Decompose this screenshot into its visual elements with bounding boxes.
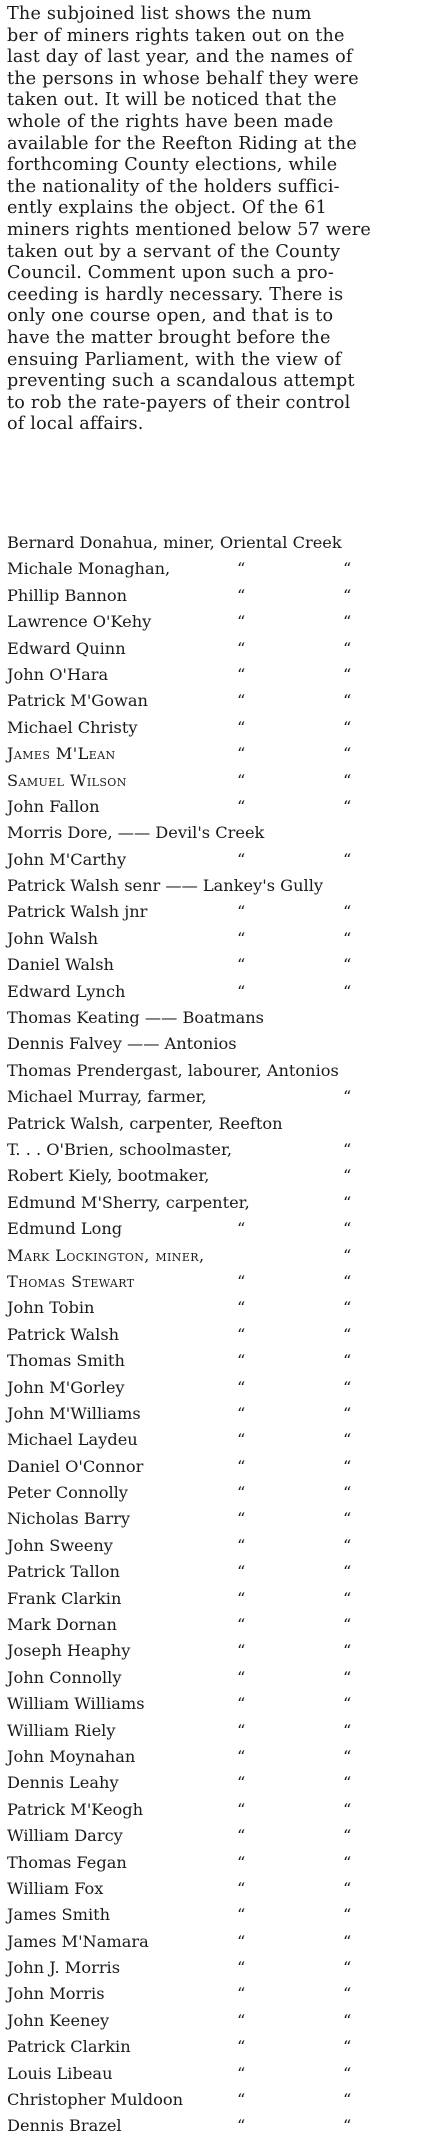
ditto-mark: “ bbox=[237, 1351, 246, 1371]
list-entry bbox=[7, 1850, 437, 1876]
ditto-mark: “ bbox=[237, 1271, 246, 1291]
miners-rights-list bbox=[7, 530, 437, 2140]
ditto-mark: “ bbox=[343, 1958, 352, 1978]
ditto-mark: “ bbox=[343, 2116, 352, 2136]
paragraph-line: have the matter brought before the bbox=[7, 327, 331, 348]
ditto-mark: “ bbox=[343, 1773, 352, 1793]
paragraph-line: forthcoming County elections, while bbox=[7, 155, 338, 176]
ditto-mark: “ bbox=[237, 559, 246, 579]
ditto-mark: “ bbox=[343, 1878, 352, 1898]
entry-name: Dennis Leahy bbox=[7, 1773, 119, 1793]
paragraph-line: ently explains the object. Of the 61 bbox=[7, 198, 328, 219]
entry-name: William Darcy bbox=[7, 1826, 123, 1846]
entry-name: Patrick Walsh senr —— Lankey's Gully bbox=[7, 876, 324, 896]
paragraph-line: only one course open, and that is to bbox=[7, 306, 334, 327]
entry-name: Dennis Brazel bbox=[7, 2116, 122, 2136]
ditto-mark: “ bbox=[343, 1430, 352, 1450]
list-entry bbox=[7, 1005, 437, 1031]
entry-name: Michael Christy bbox=[7, 717, 138, 737]
ditto-mark: “ bbox=[237, 981, 246, 1001]
ditto-mark: “ bbox=[343, 2063, 352, 2083]
list-entry bbox=[7, 1533, 437, 1559]
ditto-mark: “ bbox=[343, 1192, 352, 1212]
entry-name: Michael Murray, farmer, bbox=[7, 1087, 207, 1107]
paragraph-line: ceeding is hardly necessary. There is bbox=[7, 284, 344, 305]
entry-name: Edmund M'Sherry, carpenter, bbox=[7, 1192, 250, 1212]
paragraph-line: Council. Comment upon such a pro- bbox=[7, 263, 334, 284]
entry-name: John M'Williams bbox=[7, 1403, 141, 1423]
list-entry bbox=[7, 1401, 437, 1427]
ditto-mark: “ bbox=[343, 1720, 352, 1740]
ditto-mark: “ bbox=[343, 1852, 352, 1872]
list-entry bbox=[7, 1322, 437, 1348]
entry-name: William Riely bbox=[7, 1720, 116, 1740]
list-entry bbox=[7, 2034, 437, 2060]
ditto-mark: “ bbox=[237, 770, 246, 790]
paragraph-line: the persons in whose behalf they were bbox=[7, 68, 359, 89]
ditto-mark: “ bbox=[237, 1588, 246, 1608]
ditto-mark: “ bbox=[237, 796, 246, 816]
paragraph-line: taken out by a servant of the County bbox=[7, 241, 341, 262]
paragraph-line: available for the Reefton Riding at the bbox=[7, 133, 357, 154]
ditto-mark: “ bbox=[343, 1456, 352, 1476]
ditto-mark: “ bbox=[343, 664, 352, 684]
ditto-mark: “ bbox=[237, 928, 246, 948]
entry-name: John Connolly bbox=[7, 1667, 122, 1687]
paragraph-line: ensuing Parliament, with the view of bbox=[7, 349, 342, 370]
ditto-mark: “ bbox=[343, 849, 352, 869]
entry-name: James Smith bbox=[7, 1905, 111, 1925]
ditto-mark: “ bbox=[237, 1298, 246, 1318]
list-entry bbox=[7, 1770, 437, 1796]
list-entry bbox=[7, 1058, 437, 1084]
ditto-mark: “ bbox=[343, 1931, 352, 1951]
ditto-mark: “ bbox=[237, 2116, 246, 2136]
paragraph-line: to rob the rate-payers of their control bbox=[7, 392, 351, 413]
entry-name: John O'Hara bbox=[7, 664, 109, 684]
entry-name: Thomas Stewart bbox=[7, 1271, 135, 1291]
ditto-mark: “ bbox=[237, 1483, 246, 1503]
ditto-mark: “ bbox=[343, 902, 352, 922]
ditto-mark: “ bbox=[343, 2037, 352, 2057]
ditto-mark: “ bbox=[343, 638, 352, 658]
entry-name: John M'Carthy bbox=[7, 849, 127, 869]
ditto-mark: “ bbox=[237, 585, 246, 605]
list-entry bbox=[7, 715, 437, 741]
list-entry bbox=[7, 2061, 437, 2087]
list-entry bbox=[7, 1190, 437, 1216]
ditto-mark: “ bbox=[343, 1641, 352, 1661]
ditto-mark: “ bbox=[343, 1615, 352, 1635]
entry-name: Patrick Walsh jnr bbox=[7, 902, 148, 922]
ditto-mark: “ bbox=[237, 1456, 246, 1476]
entry-name: Louis Libeau bbox=[7, 2063, 113, 2083]
list-entry bbox=[7, 1691, 437, 1717]
list-entry bbox=[7, 741, 437, 767]
ditto-mark: “ bbox=[237, 612, 246, 632]
entry-name: Nicholas Barry bbox=[7, 1509, 131, 1529]
entry-name: Daniel Walsh bbox=[7, 955, 114, 975]
entry-name: Frank Clarkin bbox=[7, 1588, 122, 1608]
ditto-mark: “ bbox=[237, 1324, 246, 1344]
list-entry bbox=[7, 2113, 437, 2139]
paragraph-line: whole of the rights have been made bbox=[7, 111, 334, 132]
list-entry bbox=[7, 1084, 437, 1110]
entry-name: Thomas Smith bbox=[7, 1351, 125, 1371]
ditto-mark: “ bbox=[237, 1694, 246, 1714]
entry-name: William Williams bbox=[7, 1694, 145, 1714]
ditto-mark: “ bbox=[237, 1509, 246, 1529]
paragraph-line: The subjoined list shows the num bbox=[7, 4, 312, 24]
ditto-mark: “ bbox=[237, 1430, 246, 1450]
ditto-mark: “ bbox=[343, 1271, 352, 1291]
ditto-mark: “ bbox=[343, 1667, 352, 1687]
ditto-mark: “ bbox=[343, 1694, 352, 1714]
paragraph-line: preventing such a scandalous attempt bbox=[7, 371, 355, 392]
entry-name: Joseph Heaphy bbox=[7, 1641, 131, 1661]
ditto-mark: “ bbox=[237, 1615, 246, 1635]
list-entry bbox=[7, 1375, 437, 1401]
list-entry bbox=[7, 1506, 437, 1532]
list-entry bbox=[7, 1559, 437, 1585]
list-entry bbox=[7, 1295, 437, 1321]
entry-name: Patrick Clarkin bbox=[7, 2037, 131, 2057]
entry-name: Patrick M'Keogh bbox=[7, 1799, 144, 1819]
ditto-mark: “ bbox=[237, 717, 246, 737]
ditto-mark: “ bbox=[343, 1984, 352, 2004]
list-entry bbox=[7, 1111, 437, 1137]
entry-name: Mark Dornan bbox=[7, 1615, 117, 1635]
ditto-mark: “ bbox=[343, 1166, 352, 1186]
ditto-mark: “ bbox=[343, 796, 352, 816]
entry-name: Christopher Muldoon bbox=[7, 2090, 183, 2110]
paragraph-line: the nationality of the holders suffici- bbox=[7, 176, 340, 197]
entry-name: John Tobin bbox=[7, 1298, 95, 1318]
entry-name: John M'Gorley bbox=[7, 1377, 125, 1397]
entry-name: Daniel O'Connor bbox=[7, 1456, 144, 1476]
ditto-mark: “ bbox=[343, 1245, 352, 1265]
list-entry bbox=[7, 1823, 437, 1849]
ditto-mark: “ bbox=[237, 1535, 246, 1555]
entry-name: James M'Lean bbox=[7, 744, 116, 764]
ditto-mark: “ bbox=[343, 1905, 352, 1925]
intro-paragraph bbox=[7, 4, 435, 436]
ditto-mark: “ bbox=[343, 1799, 352, 1819]
entry-name: Edward Lynch bbox=[7, 981, 126, 1001]
ditto-mark: “ bbox=[343, 717, 352, 737]
list-entry bbox=[7, 952, 437, 978]
entry-name: Patrick Tallon bbox=[7, 1562, 120, 1582]
ditto-mark: “ bbox=[343, 1483, 352, 1503]
entry-name: John J. Morris bbox=[7, 1958, 121, 1978]
ditto-mark: “ bbox=[343, 981, 352, 1001]
paragraph-line: ber of miners rights taken out on the bbox=[7, 25, 345, 46]
paragraph-line: miners rights mentioned below 57 were bbox=[7, 219, 371, 240]
ditto-mark: “ bbox=[343, 1588, 352, 1608]
entry-name: Patrick Walsh, carpenter, Reefton bbox=[7, 1113, 283, 1133]
list-entry bbox=[7, 768, 437, 794]
ditto-mark: “ bbox=[237, 638, 246, 658]
list-entry bbox=[7, 1137, 437, 1163]
ditto-mark: “ bbox=[237, 1773, 246, 1793]
paragraph-line: of local affairs. bbox=[7, 414, 144, 435]
list-entry bbox=[7, 636, 437, 662]
ditto-mark: “ bbox=[343, 1826, 352, 1846]
entry-name: John Walsh bbox=[7, 928, 99, 948]
list-entry bbox=[7, 847, 437, 873]
ditto-mark: “ bbox=[343, 1087, 352, 1107]
ditto-mark: “ bbox=[237, 1562, 246, 1582]
ditto-mark: “ bbox=[343, 1403, 352, 1423]
ditto-mark: “ bbox=[343, 691, 352, 711]
list-entry bbox=[7, 1427, 437, 1453]
list-entry bbox=[7, 2008, 437, 2034]
entry-name: Peter Connolly bbox=[7, 1483, 128, 1503]
list-entry bbox=[7, 1163, 437, 1189]
list-entry bbox=[7, 1243, 437, 1269]
ditto-mark: “ bbox=[237, 1958, 246, 1978]
paragraph-line: last day of last year, and the names of bbox=[7, 47, 353, 68]
list-entry bbox=[7, 979, 437, 1005]
list-entry bbox=[7, 1269, 437, 1295]
entry-name: John Fallon bbox=[7, 796, 100, 816]
entry-name: Lawrence O'Kehy bbox=[7, 612, 152, 632]
ditto-mark: “ bbox=[343, 1377, 352, 1397]
entry-name: John Keeney bbox=[7, 2010, 110, 2030]
entry-name: Michale Monaghan, bbox=[7, 559, 171, 579]
list-entry bbox=[7, 899, 437, 925]
ditto-mark: “ bbox=[237, 1878, 246, 1898]
ditto-mark: “ bbox=[343, 1351, 352, 1371]
ditto-mark: “ bbox=[343, 1746, 352, 1766]
list-entry bbox=[7, 1981, 437, 2007]
ditto-mark: “ bbox=[237, 2090, 246, 2110]
list-entry bbox=[7, 1744, 437, 1770]
list-entry bbox=[7, 556, 437, 582]
list-entry bbox=[7, 1902, 437, 1928]
ditto-mark: “ bbox=[343, 770, 352, 790]
ditto-mark: “ bbox=[343, 1298, 352, 1318]
ditto-mark: “ bbox=[237, 1799, 246, 1819]
ditto-mark: “ bbox=[343, 1509, 352, 1529]
list-entry bbox=[7, 1586, 437, 1612]
entry-name: Mark Lockington, miner, bbox=[7, 1245, 205, 1265]
ditto-mark: “ bbox=[237, 1720, 246, 1740]
entry-name: John Sweeny bbox=[7, 1535, 113, 1555]
entry-name: Dennis Falvey —— Antonios bbox=[7, 1034, 237, 1054]
entry-name: Thomas Prendergast, labourer, Antonios bbox=[7, 1060, 339, 1080]
ditto-mark: “ bbox=[237, 1219, 246, 1239]
ditto-mark: “ bbox=[343, 744, 352, 764]
entry-name: James M'Namara bbox=[7, 1931, 149, 1951]
entry-name: Michael Laydeu bbox=[7, 1430, 138, 1450]
ditto-mark: “ bbox=[237, 2063, 246, 2083]
paragraph-line: taken out. It will be noticed that the bbox=[7, 90, 337, 111]
ditto-mark: “ bbox=[237, 744, 246, 764]
ditto-mark: “ bbox=[343, 2090, 352, 2110]
list-entry bbox=[7, 662, 437, 688]
ditto-mark: “ bbox=[237, 1931, 246, 1951]
ditto-mark: “ bbox=[237, 1984, 246, 2004]
ditto-mark: “ bbox=[343, 1562, 352, 1582]
ditto-mark: “ bbox=[237, 1905, 246, 1925]
entry-name: Thomas Fegan bbox=[7, 1852, 127, 1872]
ditto-mark: “ bbox=[343, 955, 352, 975]
ditto-mark: “ bbox=[237, 955, 246, 975]
list-entry bbox=[7, 820, 437, 846]
entry-name: Patrick Walsh bbox=[7, 1324, 120, 1344]
list-entry bbox=[7, 1480, 437, 1506]
ditto-mark: “ bbox=[343, 2010, 352, 2030]
list-entry bbox=[7, 1348, 437, 1374]
entry-name: William Fox bbox=[7, 1878, 104, 1898]
ditto-mark: “ bbox=[237, 2010, 246, 2030]
list-entry bbox=[7, 873, 437, 899]
list-entry bbox=[7, 1454, 437, 1480]
list-entry bbox=[7, 1797, 437, 1823]
list-entry bbox=[7, 1955, 437, 1981]
entry-name: Morris Dore, —— Devil's Creek bbox=[7, 823, 265, 843]
entry-name: John Morris bbox=[7, 1984, 105, 2004]
entry-name: Phillip Bannon bbox=[7, 585, 128, 605]
ditto-mark: “ bbox=[343, 928, 352, 948]
ditto-mark: “ bbox=[343, 1219, 352, 1239]
ditto-mark: “ bbox=[237, 849, 246, 869]
ditto-mark: “ bbox=[343, 585, 352, 605]
list-entry bbox=[7, 1718, 437, 1744]
list-entry bbox=[7, 926, 437, 952]
ditto-mark: “ bbox=[237, 1667, 246, 1687]
list-entry bbox=[7, 1031, 437, 1057]
ditto-mark: “ bbox=[237, 1852, 246, 1872]
ditto-mark: “ bbox=[237, 1826, 246, 1846]
ditto-mark: “ bbox=[237, 1403, 246, 1423]
ditto-mark: “ bbox=[237, 1377, 246, 1397]
list-entry bbox=[7, 1612, 437, 1638]
entry-name: T. . . O'Brien, schoolmaster, bbox=[7, 1139, 233, 1159]
ditto-mark: “ bbox=[237, 1641, 246, 1661]
ditto-mark: “ bbox=[237, 664, 246, 684]
ditto-mark: “ bbox=[343, 1139, 352, 1159]
list-entry bbox=[7, 794, 437, 820]
entry-name: Samuel Wilson bbox=[7, 770, 127, 790]
list-entry bbox=[7, 688, 437, 714]
ditto-mark: “ bbox=[343, 1535, 352, 1555]
list-entry bbox=[7, 1216, 437, 1242]
ditto-mark: “ bbox=[237, 1746, 246, 1766]
list-entry bbox=[7, 1876, 437, 1902]
ditto-mark: “ bbox=[343, 1324, 352, 1344]
list-entry bbox=[7, 583, 437, 609]
entry-name: Edward Quinn bbox=[7, 638, 126, 658]
ditto-mark: “ bbox=[343, 612, 352, 632]
list-entry bbox=[7, 530, 437, 556]
entry-name: Edmund Long bbox=[7, 1219, 123, 1239]
ditto-mark: “ bbox=[343, 559, 352, 579]
list-entry bbox=[7, 2087, 437, 2113]
list-entry bbox=[7, 609, 437, 635]
entry-name: Robert Kiely, bootmaker, bbox=[7, 1166, 210, 1186]
entry-name: Patrick M'Gowan bbox=[7, 691, 148, 711]
list-entry bbox=[7, 1929, 437, 1955]
ditto-mark: “ bbox=[237, 691, 246, 711]
entry-name: Bernard Donahua, miner, Oriental Creek bbox=[7, 533, 342, 552]
list-entry bbox=[7, 1638, 437, 1664]
ditto-mark: “ bbox=[237, 902, 246, 922]
entry-name: Thomas Keating —— Boatmans bbox=[7, 1008, 264, 1028]
entry-name: John Moynahan bbox=[7, 1746, 136, 1766]
ditto-mark: “ bbox=[237, 2037, 246, 2057]
list-entry bbox=[7, 1665, 437, 1691]
